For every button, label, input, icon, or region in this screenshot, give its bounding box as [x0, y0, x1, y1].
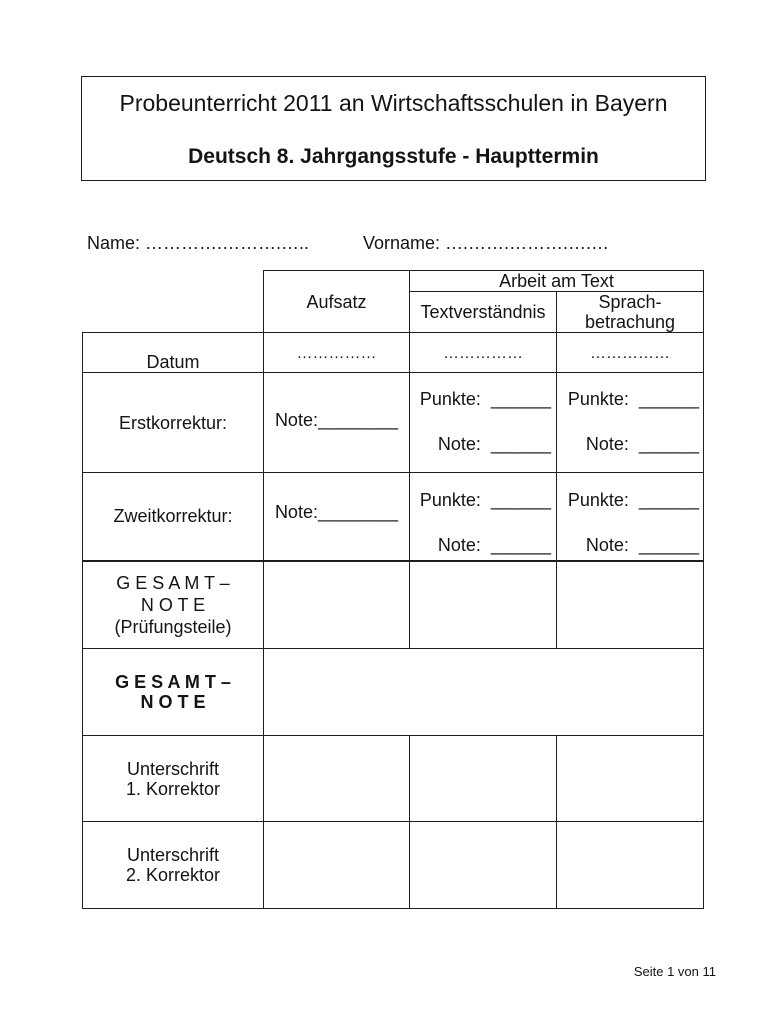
datum-sprachbetrachtung-cell	[557, 333, 704, 373]
zweitkorrektur-label-cell	[83, 473, 264, 561]
title-box	[81, 76, 706, 181]
erstkorrektur-sprachbetrachtung-cell	[557, 373, 704, 473]
grading-table-body	[83, 271, 704, 909]
unterschrift-1-aufsatz-cell	[264, 736, 410, 822]
gesamtnote-pruefungsteile-label-line-1: G E S A M T –	[116, 572, 230, 593]
erstkorrektur-label-cell	[83, 373, 264, 473]
gesamtnote-pruefungsteile-aufsatz-cell	[264, 561, 410, 649]
erstkorrektur-textverstaendnis-cell	[410, 373, 557, 473]
erstkorrektur-label: Erstkorrektur:	[118, 412, 228, 433]
erstkorrektur-textverstaendnis-punkte: Punkte: ______	[419, 389, 551, 409]
header-arbeit-am-text-cell	[410, 271, 704, 292]
erstkorrektur-textverstaendnis-note: Note: ______	[437, 434, 551, 454]
name-field: Name: ………….……….…..	[87, 233, 310, 253]
header-sprachbetrachtung-label-line-1: Sprach-	[598, 292, 662, 312]
unterschrift-1-sprachbetrachtung-cell	[557, 736, 704, 822]
zweitkorrektur-sprachbetrachtung-cell	[557, 473, 704, 561]
zweitkorrektur-label: Zweitkorrektur:	[113, 506, 233, 527]
erstkorrektur-sprachbetrachtung-note: Note: ______	[585, 434, 699, 454]
header-arbeit-am-text-label: Arbeit am Text	[499, 271, 614, 291]
gesamtnote-pruefungsteile-label-line-3: (Prüfungsteile)	[114, 616, 232, 637]
unterschrift-1-textverstaendnis-cell	[410, 736, 557, 822]
header-textverstaendnis-label: Textverständnis	[420, 302, 546, 322]
header-sprachbetrachtung-label-line-2: betrachung	[584, 312, 676, 332]
zweitkorrektur-textverstaendnis-punkte: Punkte: ______	[419, 490, 551, 510]
header-aufsatz-cell	[264, 271, 410, 333]
row-unterschrift-2	[83, 822, 704, 909]
row-gesamtnote	[83, 649, 704, 736]
erstkorrektur-aufsatz-cell	[264, 373, 410, 473]
zweitkorrektur-aufsatz-cell	[264, 473, 410, 561]
header-textverstaendnis-cell	[410, 292, 557, 333]
zweitkorrektur-aufsatz-note: Note:________	[274, 502, 399, 523]
unterschrift-2-label-line-2: 2. Korrektor	[125, 865, 221, 885]
erstkorrektur-aufsatz-note: Note:________	[274, 409, 399, 430]
zweitkorrektur-textverstaendnis-cell	[410, 473, 557, 561]
gesamtnote-pruefungsteile-label-line-2: N O T E	[140, 594, 206, 615]
unterschrift-2-label-line-1: Unterschrift	[126, 845, 220, 865]
unterschrift-2-textverstaendnis-cell	[410, 822, 557, 909]
document-title: Probeunterricht 2011 an Wirtschaftsschulen in Bayern	[119, 90, 668, 116]
row-erstkorrektur	[83, 373, 704, 473]
unterschrift-2-label-cell	[83, 822, 264, 909]
datum-textverstaendnis-blank: ……………	[443, 345, 523, 362]
unterschrift-2-aufsatz-cell	[264, 822, 410, 909]
gesamtnote-label-cell	[83, 649, 264, 736]
grading-table	[82, 270, 704, 909]
datum-aufsatz-cell	[264, 333, 410, 373]
row-datum	[83, 333, 704, 373]
gesamtnote-label-line-2: N O T E	[140, 692, 206, 712]
gesamtnote-pruefungsteile-label-cell	[83, 561, 264, 649]
datum-label-cell	[83, 333, 264, 373]
zweitkorrektur-sprachbetrachtung-note: Note: ______	[585, 535, 699, 555]
row-zweitkorrektur	[83, 473, 704, 561]
erstkorrektur-sprachbetrachtung-punkte: Punkte: ______	[567, 389, 699, 409]
gesamtnote-pruefungsteile-sprachbetrachtung-cell	[557, 561, 704, 649]
datum-sprachbetrachtung-blank: ……………	[590, 345, 670, 362]
gesamtnote-value-cell	[264, 649, 704, 736]
row-unterschrift-1	[83, 736, 704, 822]
header-row-1	[83, 271, 704, 292]
unterschrift-1-label-line-1: Unterschrift	[126, 758, 220, 779]
datum-textverstaendnis-cell	[410, 333, 557, 373]
vorname-field: Vorname: ….…….……….….…	[363, 233, 610, 253]
unterschrift-1-label-cell	[83, 736, 264, 822]
unterschrift-1-label-line-2: 1. Korrektor	[125, 778, 221, 799]
header-corner-cell	[83, 271, 264, 333]
unterschrift-2-sprachbetrachtung-cell	[557, 822, 704, 909]
zweitkorrektur-sprachbetrachtung-punkte: Punkte: ______	[567, 490, 699, 510]
row-gesamtnote-pruefungsteile	[83, 561, 704, 649]
datum-aufsatz-blank: ……………	[296, 345, 377, 362]
gesamtnote-pruefungsteile-textverstaendnis-cell	[410, 561, 557, 649]
page-number: Seite 1 von 11	[633, 964, 716, 979]
header-aufsatz-label: Aufsatz	[306, 291, 367, 312]
zweitkorrektur-textverstaendnis-note: Note: ______	[437, 535, 551, 555]
datum-label: Datum	[146, 352, 200, 372]
gesamtnote-label-line-1: G E S A M T –	[115, 672, 231, 692]
header-sprachbetrachtung-cell	[557, 292, 704, 333]
document-subtitle: Deutsch 8. Jahrgangsstufe - Haupttermin	[188, 145, 599, 168]
